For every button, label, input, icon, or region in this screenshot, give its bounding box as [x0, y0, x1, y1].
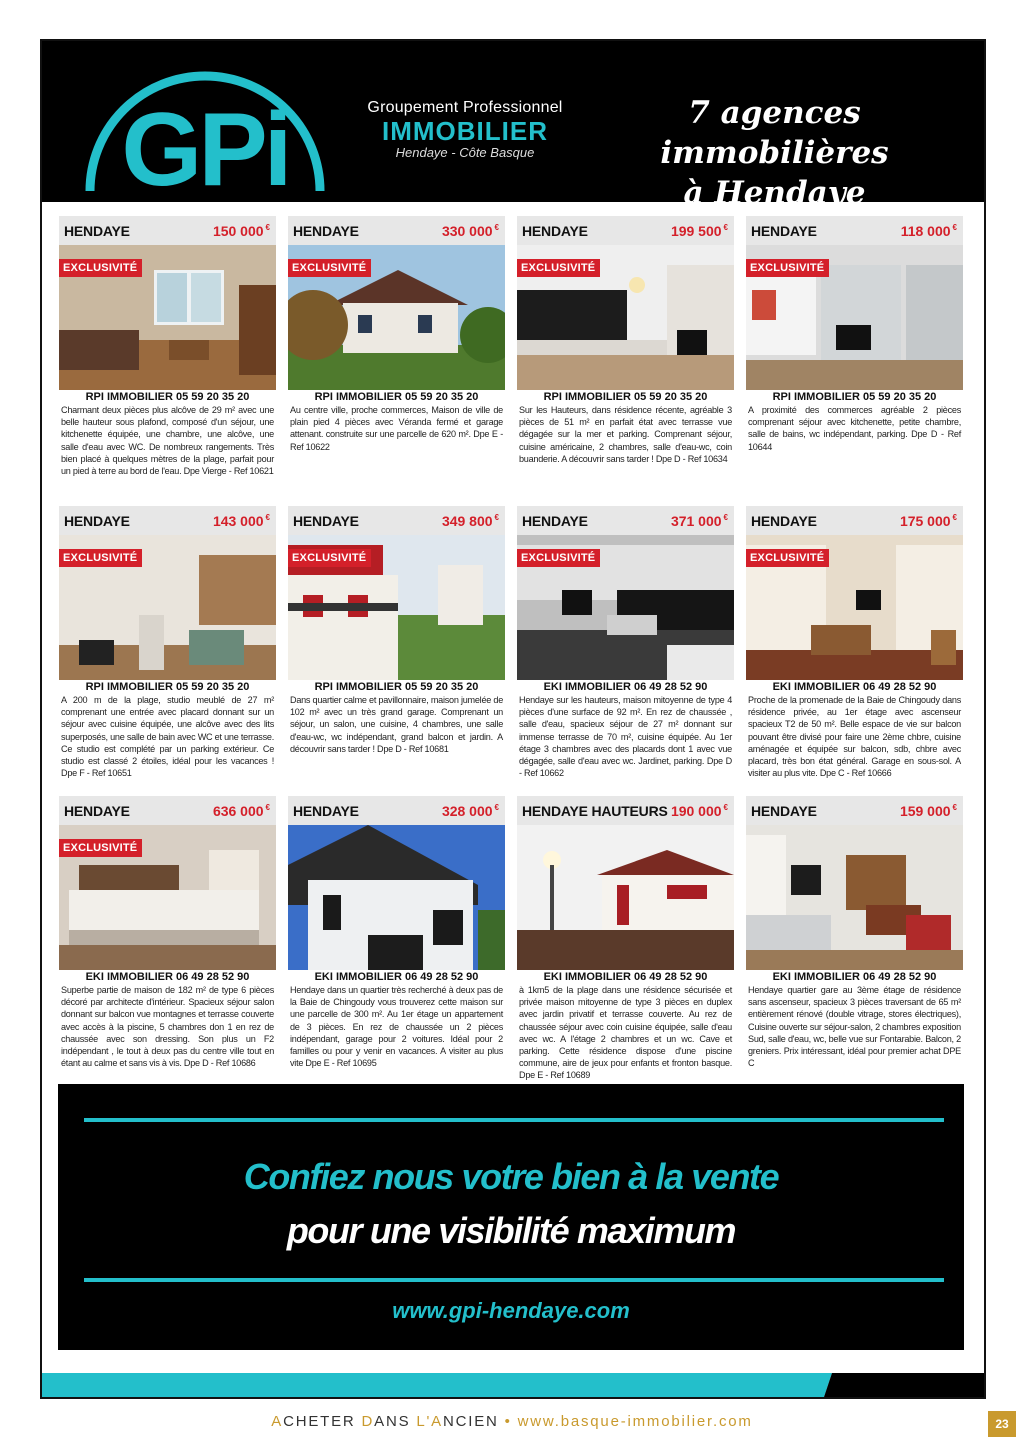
- gpi-logo: [80, 53, 330, 195]
- listing-photo[interactable]: [746, 825, 963, 970]
- listing-currency: €: [723, 223, 728, 232]
- listing-city: HENDAYE: [751, 223, 817, 239]
- listing-price-value: 636 000: [212, 803, 264, 819]
- listing-city: HENDAYE: [522, 223, 588, 239]
- listing-currency: €: [265, 513, 270, 522]
- bottom-band: [42, 1373, 984, 1397]
- listing-price: [442, 803, 499, 819]
- listing-description: Sur les Hauteurs, dans résidence récente, agréable 3 pièces de 51 m² en parfait état avec terrasse vue dégagée sur la mer et parking. Comprenant séjour, cuisine américaine, 2 chambres, salle d'eau-wc, coin buanderie. A découvrir sans tarder ! Dpe D - Ref 10634: [519, 405, 732, 464]
- listing-price-value: 330 000: [441, 223, 493, 239]
- listing-price-value: 150 000: [212, 223, 264, 239]
- listing-photo[interactable]: [517, 535, 734, 680]
- footer-separator: •: [504, 1413, 512, 1430]
- listing-header: [288, 216, 505, 245]
- banner-line1: Confiez nous votre bien à la vente: [243, 1156, 779, 1197]
- listing-agency: RPI IMMOBILIER 05 59 20 35 20: [314, 391, 479, 403]
- listing-photo[interactable]: [59, 825, 276, 970]
- banner-rule-top: [84, 1118, 944, 1122]
- banner-line2: pour une visibilité maximum: [286, 1210, 736, 1251]
- listing-currency: €: [952, 803, 957, 812]
- listing-card[interactable]: [746, 796, 963, 1069]
- listing-header: [288, 506, 505, 535]
- listing-currency: €: [723, 513, 728, 522]
- listing-photo[interactable]: [288, 825, 505, 970]
- listing-agency: EKI IMMOBILIER 06 49 28 52 90: [772, 681, 937, 693]
- listing-photo[interactable]: [288, 245, 505, 390]
- org-name: [360, 99, 570, 160]
- tagline-line1: 7 agences immobilières: [660, 95, 889, 171]
- listing-price: [442, 223, 499, 239]
- footer-url[interactable]: www.basque-immobilier.com: [517, 1413, 753, 1430]
- exclusivity-badge: EXCLUSIVITÉ: [746, 549, 829, 567]
- listing-header: [517, 506, 734, 535]
- listing-card[interactable]: [746, 216, 963, 453]
- listing-header: [517, 796, 734, 825]
- listing-card[interactable]: [288, 796, 505, 1069]
- listing-description: Au centre ville, proche commerces, Maison de ville de plain pied 4 pièces avec Véranda fermé et garage attenant. construite sur une parcelle de 620 m². Dpe E - Ref 10622: [290, 405, 503, 452]
- listing-header: [288, 796, 505, 825]
- listing-currency: €: [952, 513, 957, 522]
- listing-header: [746, 796, 963, 825]
- exclusivity-badge: EXCLUSIVITÉ: [746, 259, 829, 277]
- svg-text:GPi: GPi: [121, 92, 289, 195]
- listing-price: [671, 223, 728, 239]
- listing-price-value: 143 000: [212, 513, 264, 529]
- listing-agency: RPI IMMOBILIER 05 59 20 35 20: [543, 391, 708, 403]
- exclusivity-badge: EXCLUSIVITÉ: [59, 839, 142, 857]
- page-frame: [40, 39, 986, 1399]
- listing-price: [213, 803, 270, 819]
- tagline-line2: à Hendaye: [683, 175, 866, 211]
- exclusivity-badge: EXCLUSIVITÉ: [59, 549, 142, 567]
- listing-photo[interactable]: [746, 535, 963, 680]
- listing-currency: €: [494, 803, 499, 812]
- listing-agency: EKI IMMOBILIER 06 49 28 52 90: [772, 971, 937, 983]
- listing-agency: RPI IMMOBILIER 05 59 20 35 20: [85, 391, 250, 403]
- exclusivity-badge: EXCLUSIVITÉ: [288, 259, 371, 277]
- footer: [0, 1413, 1024, 1430]
- banner-url[interactable]: www.gpi-hendaye.com: [392, 1298, 630, 1323]
- exclusivity-badge: EXCLUSIVITÉ: [517, 259, 600, 277]
- listing-header: [59, 216, 276, 245]
- footer-w3: NCIEN: [442, 1413, 499, 1430]
- listing-agency: RPI IMMOBILIER 05 59 20 35 20: [85, 681, 250, 693]
- listing-agency: RPI IMMOBILIER 05 59 20 35 20: [772, 391, 937, 403]
- listing-header: [59, 796, 276, 825]
- listing-card[interactable]: [288, 506, 505, 755]
- listing-photo[interactable]: [288, 535, 505, 680]
- listing-city: HENDAYE: [751, 513, 817, 529]
- listing-agency: EKI IMMOBILIER 06 49 28 52 90: [543, 971, 708, 983]
- listing-description: A proximité des commerces agréable 2 pièces comprenant séjour avec kitchenette, petite chambre, salle de bains, wc indépendant, parking. Dpe D - Ref 10644: [748, 405, 961, 452]
- listing-description: Hendaye sur les hauteurs, maison mitoyenne de type 4 pièces d'une surface de 92 m². En rez de chaussée , salle d'eau, spacieux séjour de 27 m² donnant sur immense terrasse de 70 m², cuisine équipée. Au 1er étage 3 chambres avec des placards dont 1 avec vue dégagée, salle d'eau avec wc. Jardinet, parking. Dpe D - Ref 10662: [519, 695, 732, 779]
- listing-currency: €: [265, 803, 270, 812]
- exclusivity-badge: EXCLUSIVITÉ: [288, 549, 371, 567]
- listing-currency: €: [494, 513, 499, 522]
- listing-photo-image: [288, 825, 505, 970]
- listing-photo[interactable]: [517, 245, 734, 390]
- listing-price-value: 159 000: [899, 803, 951, 819]
- page-number: 23: [988, 1411, 1016, 1437]
- listing-photo[interactable]: [59, 535, 276, 680]
- org-line3: Hendaye - Côte Basque: [395, 145, 535, 160]
- listing-header: [746, 506, 963, 535]
- listing-price: [213, 513, 270, 529]
- listing-card[interactable]: [59, 216, 276, 477]
- listing-description: Proche de la promenade de la Baie de Chingoudy dans résidence privée, au 1er étage avec ascenseur spacieux T2 de 50 m². Belle espace de vie sur balcon pouvant être divisé pour faire une 2ème chbre, cuisine aménagée et équipée sur balcon, sdb, chbre avec placard, très bon état général. Garage en sous-sol. A visiter au plus vite. Dpe C - Ref 10666: [748, 695, 961, 779]
- listing-header: [517, 216, 734, 245]
- listing-price-value: 349 800: [441, 513, 493, 529]
- listing-city: HENDAYE: [522, 513, 588, 529]
- listing-agency: EKI IMMOBILIER 06 49 28 52 90: [314, 971, 479, 983]
- listing-header: [59, 506, 276, 535]
- listing-card[interactable]: [517, 796, 734, 1082]
- listing-card[interactable]: [517, 506, 734, 779]
- listing-price-value: 199 500: [670, 223, 722, 239]
- listing-agency: EKI IMMOBILIER 06 49 28 52 90: [85, 971, 250, 983]
- listing-card[interactable]: [517, 216, 734, 465]
- listing-city: HENDAYE: [293, 223, 359, 239]
- listing-photo[interactable]: [517, 825, 734, 970]
- org-line1: Groupement Professionnel: [367, 99, 563, 116]
- listing-card[interactable]: [59, 506, 276, 779]
- listing-price-value: 328 000: [441, 803, 493, 819]
- listing-city: HENDAYE: [751, 803, 817, 819]
- footer-a2: D: [361, 1413, 375, 1430]
- listing-currency: €: [952, 223, 957, 232]
- listing-description: A 200 m de la plage, studio meublé de 27 m² comprenant une entrée avec placard donnant sur un séjour avec cuisine équipée, une alcôve avec des lits superposés, une salle de bain avec WC et une terrasse. Ce studio est complété par un parking extérieur. Ce studio est classé 2 étoiles, idéal pour les vacances ! Dpe F - Ref 10651: [61, 695, 274, 779]
- footer-w1: CHETER: [283, 1413, 362, 1430]
- listing-price-value: 175 000: [899, 513, 951, 529]
- listing-city: HENDAYE: [293, 803, 359, 819]
- listing-description: Charmant deux pièces plus alcôve de 29 m² avec une belle hauteur sous plafond, composé d'un séjour, une kitchenette équipée, une chambre, une alcôve, une salle d'eau avec WC. De nombreux rangements. Très bien placé à quelques mètres de la plage, parfait pour un pied à terre au bord de l'eau. Dpe Vierge - Ref 10621: [61, 405, 274, 477]
- listing-price-value: 118 000: [900, 223, 951, 239]
- promo-banner: [58, 1084, 964, 1350]
- listing-price: [900, 803, 957, 819]
- listing-city: HENDAYE: [293, 513, 359, 529]
- listing-card[interactable]: [746, 506, 963, 779]
- listing-card[interactable]: [288, 216, 505, 453]
- exclusivity-badge: EXCLUSIVITÉ: [59, 259, 142, 277]
- header: [42, 41, 984, 211]
- footer-a3: L'A: [416, 1413, 443, 1430]
- listing-description: Dans quartier calme et pavillonnaire, maison jumelée de 102 m² avec un très grand garage. Comprenant un séjour, un salon, une cuisine, 4 chambres, une salle d'eau-wc, wc indépendant, grand balcon et jardin. A découvrir sans tarder ! Dpe D - Ref 10681: [290, 695, 503, 754]
- listing-currency: €: [265, 223, 270, 232]
- listing-description: à 1km5 de la plage dans une résidence sécurisée et privée maison mitoyenne de type 3 pièces en duplex avec jardin privatif et terrasse couverte. Au rez de chaussée séjour avec coin cuisine équipée, salle d'eau avec wc. A l'étage 2 chambres et un wc. Cave et parking. Cette résidence dispose d'une piscine commune, aire de jeux pour enfants et fronton basque. Dpe E - Ref 10689: [519, 985, 732, 1081]
- listing-header: [746, 216, 963, 245]
- banner-rule-bottom: [84, 1278, 944, 1282]
- listing-photo-image: [517, 825, 734, 970]
- listing-photo[interactable]: [59, 245, 276, 390]
- listing-price: [442, 513, 499, 529]
- listing-price: [901, 223, 957, 239]
- listing-currency: €: [723, 803, 728, 812]
- listing-description: Hendaye dans un quartier très recherché à deux pas de la Baie de Chingoudy vous trouverez cette maison sur une parcelle de 300 m². Au 1er étage un appartement de 3 pièces. En rez de chaussée un 2 pièces indépendant, garage pour 2 voitures. Idéal pour 2 familles ou pour y venir en vacances. A visiter au plus vite Dpe E - Ref 10695: [290, 985, 503, 1069]
- listing-price: [213, 223, 270, 239]
- listing-price: [671, 513, 728, 529]
- tagline: [597, 93, 952, 213]
- listing-description: Hendaye quartier gare au 3ème étage de résidence sans ascenseur, spacieux 3 pièces traversant de 65 m² entièrement rénové (double vitrage, stores électriques), Cuisine ouverte sur séjour-salon, 2 chambres exposition Sud, salle d'eau, wc, belle vue sur Fontarabie. Balcon, 2 greniers. Prix intéressant, idéal pour premier achat DPE C: [748, 985, 961, 1069]
- listing-price-value: 190 000: [670, 803, 722, 819]
- listing-city: HENDAYE: [64, 803, 130, 819]
- listing-price: [900, 513, 957, 529]
- listing-agency: RPI IMMOBILIER 05 59 20 35 20: [314, 681, 479, 693]
- listing-description: Superbe partie de maison de 182 m² de type 6 pièces décoré par architecte d'intérieur. Spacieux séjour salon donnant sur balcon vue montagnes et terrasse couverte avec accès à la piscine, 5 chambres don 1 en rez de chaussée avec son dressing. Son plus un F2 indépendant , le tout à deux pas du centre ville tout en étant au calme et sans vis à vis. Dpe D - Ref 10686: [61, 985, 274, 1069]
- listing-price-value: 371 000: [670, 513, 722, 529]
- listing-price: [671, 803, 728, 819]
- listing-city: HENDAYE HAUTEURS: [522, 803, 668, 819]
- footer-w2: ANS: [374, 1413, 417, 1430]
- listing-photo-image: [746, 825, 963, 970]
- exclusivity-badge: EXCLUSIVITÉ: [517, 549, 600, 567]
- listing-city: HENDAYE: [64, 223, 130, 239]
- listing-agency: EKI IMMOBILIER 06 49 28 52 90: [543, 681, 708, 693]
- listing-city: HENDAYE: [64, 513, 130, 529]
- listing-photo[interactable]: [746, 245, 963, 390]
- listing-card[interactable]: [59, 796, 276, 1069]
- footer-a1: A: [271, 1413, 284, 1430]
- org-line2: IMMOBILIER: [382, 116, 548, 146]
- listing-currency: €: [494, 223, 499, 232]
